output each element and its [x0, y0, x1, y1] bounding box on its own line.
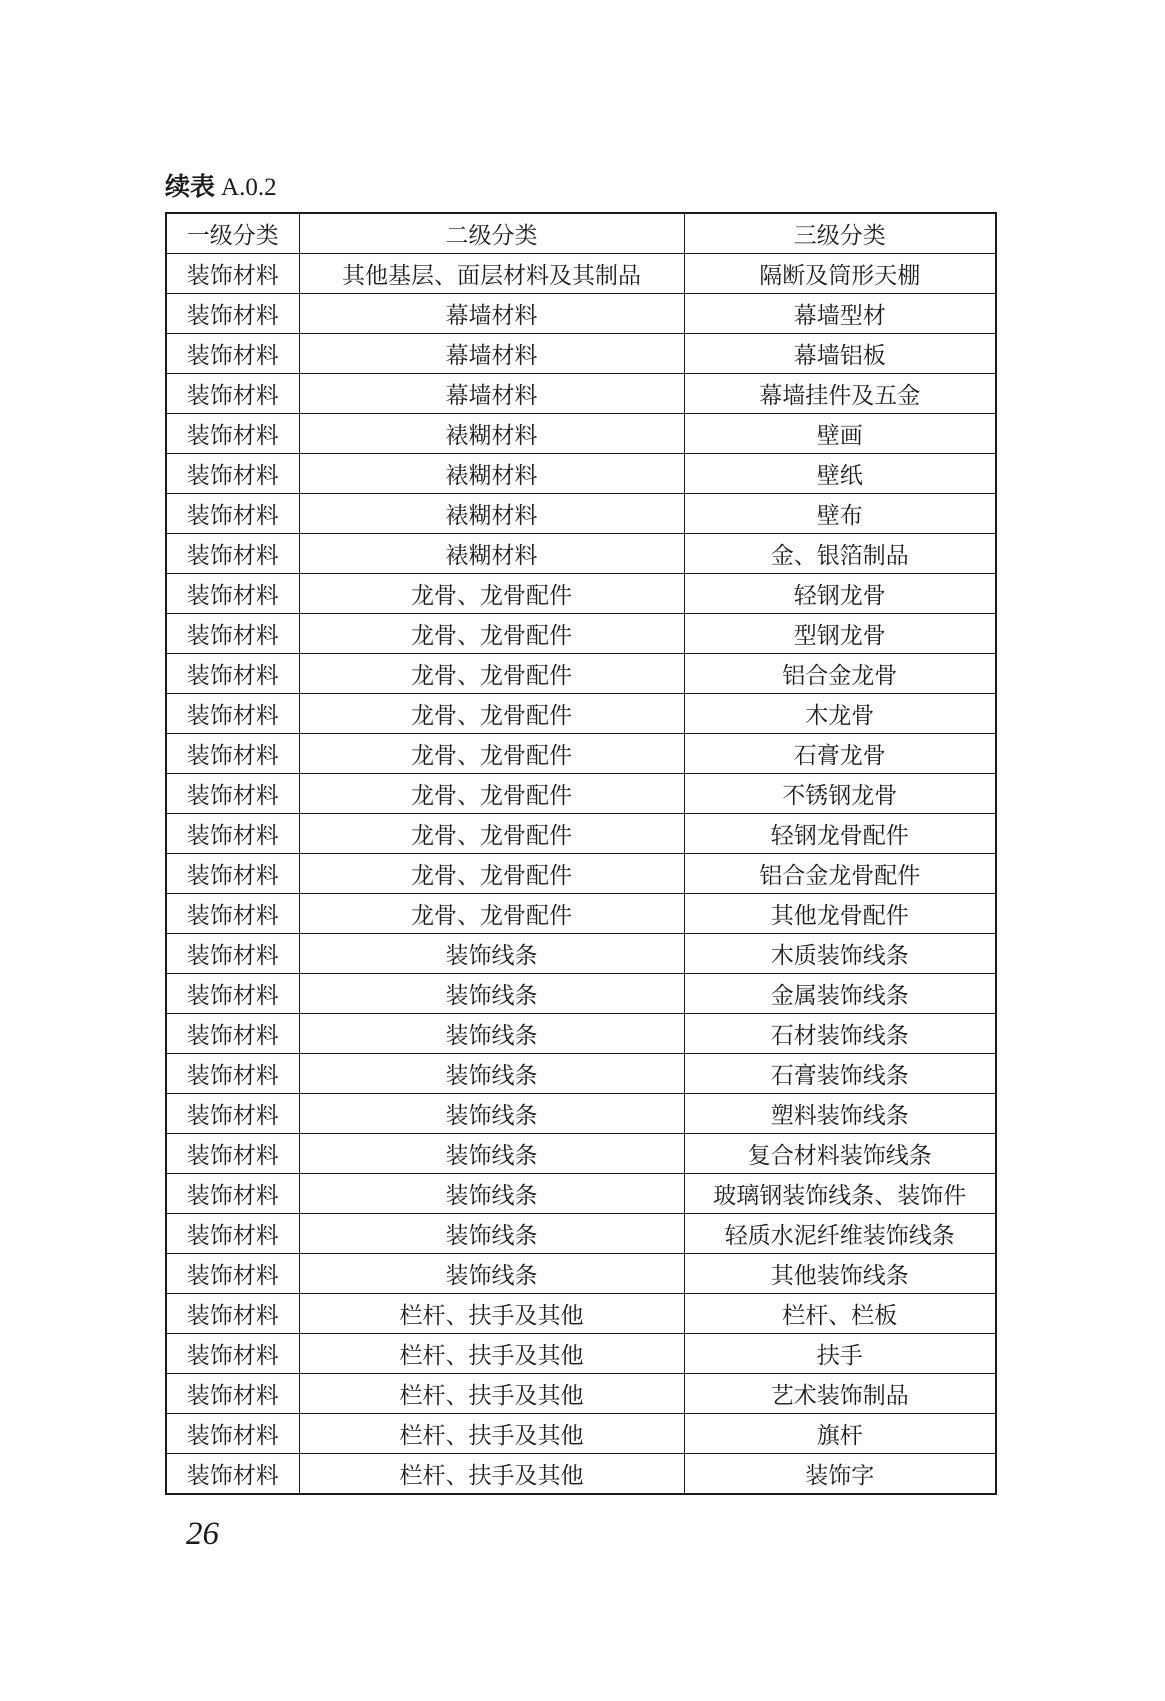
- table-row: [166, 854, 996, 894]
- cell-level-3: 幕墙型材: [684, 294, 996, 334]
- cell-level-2: 裱糊材料: [299, 414, 684, 454]
- cell-level-2: 其他基层、面层材料及其制品: [299, 254, 684, 294]
- cell-level-1: 装饰材料: [166, 574, 299, 614]
- cell-level-2: 裱糊材料: [299, 534, 684, 574]
- table-row: [166, 1174, 996, 1214]
- cell-level-2: 装饰线条: [299, 1214, 684, 1254]
- cell-level-3: 艺术装饰制品: [684, 1374, 996, 1414]
- cell-level-1: 装饰材料: [166, 374, 299, 414]
- cell-level-2: 龙骨、龙骨配件: [299, 854, 684, 894]
- caption-prefix: 续表: [165, 172, 216, 201]
- cell-level-2: 龙骨、龙骨配件: [299, 734, 684, 774]
- cell-level-3: 幕墙挂件及五金: [684, 374, 996, 414]
- cell-level-1: 装饰材料: [166, 534, 299, 574]
- cell-level-1: 装饰材料: [166, 1254, 299, 1294]
- cell-level-3: 不锈钢龙骨: [684, 774, 996, 814]
- table-row: [166, 414, 996, 454]
- cell-level-2: 装饰线条: [299, 1254, 684, 1294]
- cell-level-1: 装饰材料: [166, 774, 299, 814]
- table-row: [166, 1014, 996, 1054]
- table-row: [166, 894, 996, 934]
- cell-level-1: 装饰材料: [166, 254, 299, 294]
- cell-level-3: 轻质水泥纤维装饰线条: [684, 1214, 996, 1254]
- cell-level-3: 隔断及筒形天棚: [684, 254, 996, 294]
- header-level-3: 三级分类: [684, 213, 996, 254]
- cell-level-2: 栏杆、扶手及其他: [299, 1334, 684, 1374]
- cell-level-1: 装饰材料: [166, 1214, 299, 1254]
- cell-level-3: 壁画: [684, 414, 996, 454]
- cell-level-1: 装饰材料: [166, 1094, 299, 1134]
- cell-level-1: 装饰材料: [166, 1414, 299, 1454]
- cell-level-2: 装饰线条: [299, 1014, 684, 1054]
- header-level-1: 一级分类: [166, 213, 299, 254]
- table-row: [166, 974, 996, 1014]
- cell-level-2: 裱糊材料: [299, 494, 684, 534]
- cell-level-2: 装饰线条: [299, 1134, 684, 1174]
- cell-level-3: 铝合金龙骨配件: [684, 854, 996, 894]
- cell-level-2: 龙骨、龙骨配件: [299, 654, 684, 694]
- table-row: [166, 934, 996, 974]
- cell-level-3: 石膏龙骨: [684, 734, 996, 774]
- table-row: [166, 534, 996, 574]
- table-row: [166, 814, 996, 854]
- table-row: [166, 1334, 996, 1374]
- cell-level-3: 旗杆: [684, 1414, 996, 1454]
- cell-level-3: 扶手: [684, 1334, 996, 1374]
- cell-level-3: 石膏装饰线条: [684, 1054, 996, 1094]
- table-row: [166, 1454, 996, 1495]
- cell-level-1: 装饰材料: [166, 734, 299, 774]
- cell-level-3: 铝合金龙骨: [684, 654, 996, 694]
- cell-level-1: 装饰材料: [166, 454, 299, 494]
- cell-level-2: 栏杆、扶手及其他: [299, 1294, 684, 1334]
- cell-level-2: 装饰线条: [299, 974, 684, 1014]
- cell-level-2: 龙骨、龙骨配件: [299, 894, 684, 934]
- cell-level-1: 装饰材料: [166, 814, 299, 854]
- cell-level-1: 装饰材料: [166, 854, 299, 894]
- table-row: [166, 654, 996, 694]
- cell-level-2: 幕墙材料: [299, 334, 684, 374]
- cell-level-1: 装饰材料: [166, 894, 299, 934]
- table-row: [166, 574, 996, 614]
- cell-level-2: 幕墙材料: [299, 294, 684, 334]
- cell-level-2: 龙骨、龙骨配件: [299, 814, 684, 854]
- cell-level-1: 装饰材料: [166, 414, 299, 454]
- cell-level-1: 装饰材料: [166, 614, 299, 654]
- cell-level-3: 木龙骨: [684, 694, 996, 734]
- cell-level-1: 装饰材料: [166, 934, 299, 974]
- cell-level-2: 龙骨、龙骨配件: [299, 574, 684, 614]
- cell-level-2: 装饰线条: [299, 934, 684, 974]
- cell-level-3: 轻钢龙骨: [684, 574, 996, 614]
- caption-number: A.0.2: [221, 174, 277, 201]
- cell-level-3: 玻璃钢装饰线条、装饰件: [684, 1174, 996, 1214]
- cell-level-3: 装饰字: [684, 1454, 996, 1495]
- header-level-2: 二级分类: [299, 213, 684, 254]
- cell-level-2: 栏杆、扶手及其他: [299, 1454, 684, 1495]
- table-row: [166, 1254, 996, 1294]
- cell-level-1: 装饰材料: [166, 1374, 299, 1414]
- cell-level-1: 装饰材料: [166, 1334, 299, 1374]
- cell-level-3: 金、银箔制品: [684, 534, 996, 574]
- cell-level-3: 其他龙骨配件: [684, 894, 996, 934]
- cell-level-2: 栏杆、扶手及其他: [299, 1414, 684, 1454]
- table-row: [166, 1374, 996, 1414]
- cell-level-1: 装饰材料: [166, 1134, 299, 1174]
- cell-level-3: 型钢龙骨: [684, 614, 996, 654]
- cell-level-2: 装饰线条: [299, 1174, 684, 1214]
- table-caption: [165, 172, 277, 203]
- cell-level-1: 装饰材料: [166, 1174, 299, 1214]
- cell-level-2: 龙骨、龙骨配件: [299, 774, 684, 814]
- cell-level-3: 幕墙铝板: [684, 334, 996, 374]
- table-row: [166, 614, 996, 654]
- table-row: [166, 1294, 996, 1334]
- cell-level-2: 栏杆、扶手及其他: [299, 1374, 684, 1414]
- cell-level-1: 装饰材料: [166, 294, 299, 334]
- cell-level-1: 装饰材料: [166, 654, 299, 694]
- table-row: [166, 1054, 996, 1094]
- cell-level-1: 装饰材料: [166, 334, 299, 374]
- cell-level-2: 龙骨、龙骨配件: [299, 694, 684, 734]
- cell-level-2: 幕墙材料: [299, 374, 684, 414]
- cell-level-3: 复合材料装饰线条: [684, 1134, 996, 1174]
- table-row: [166, 1094, 996, 1134]
- cell-level-3: 其他装饰线条: [684, 1254, 996, 1294]
- cell-level-3: 金属装饰线条: [684, 974, 996, 1014]
- cell-level-3: 壁纸: [684, 454, 996, 494]
- cell-level-3: 木质装饰线条: [684, 934, 996, 974]
- cell-level-1: 装饰材料: [166, 1294, 299, 1334]
- table-header-row: [166, 213, 996, 254]
- page-number: 26: [186, 1516, 219, 1552]
- table-row: [166, 494, 996, 534]
- cell-level-1: 装饰材料: [166, 974, 299, 1014]
- cell-level-3: 栏杆、栏板: [684, 1294, 996, 1334]
- cell-level-1: 装饰材料: [166, 1454, 299, 1495]
- table-row: [166, 734, 996, 774]
- table-row: [166, 1214, 996, 1254]
- cell-level-1: 装饰材料: [166, 1054, 299, 1094]
- table-row: [166, 374, 996, 414]
- table-row: [166, 1414, 996, 1454]
- cell-level-2: 龙骨、龙骨配件: [299, 614, 684, 654]
- cell-level-3: 塑料装饰线条: [684, 1094, 996, 1134]
- table-row: [166, 254, 996, 294]
- cell-level-1: 装饰材料: [166, 494, 299, 534]
- cell-level-3: 壁布: [684, 494, 996, 534]
- cell-level-3: 石材装饰线条: [684, 1014, 996, 1054]
- cell-level-2: 裱糊材料: [299, 454, 684, 494]
- cell-level-3: 轻钢龙骨配件: [684, 814, 996, 854]
- table-row: [166, 334, 996, 374]
- table-body: [166, 254, 996, 1495]
- table-row: [166, 694, 996, 734]
- classification-table: [165, 212, 997, 1495]
- table-row: [166, 454, 996, 494]
- table-row: [166, 774, 996, 814]
- cell-level-1: 装饰材料: [166, 694, 299, 734]
- cell-level-1: 装饰材料: [166, 1014, 299, 1054]
- cell-level-2: 装饰线条: [299, 1094, 684, 1134]
- cell-level-2: 装饰线条: [299, 1054, 684, 1094]
- table-row: [166, 294, 996, 334]
- table-row: [166, 1134, 996, 1174]
